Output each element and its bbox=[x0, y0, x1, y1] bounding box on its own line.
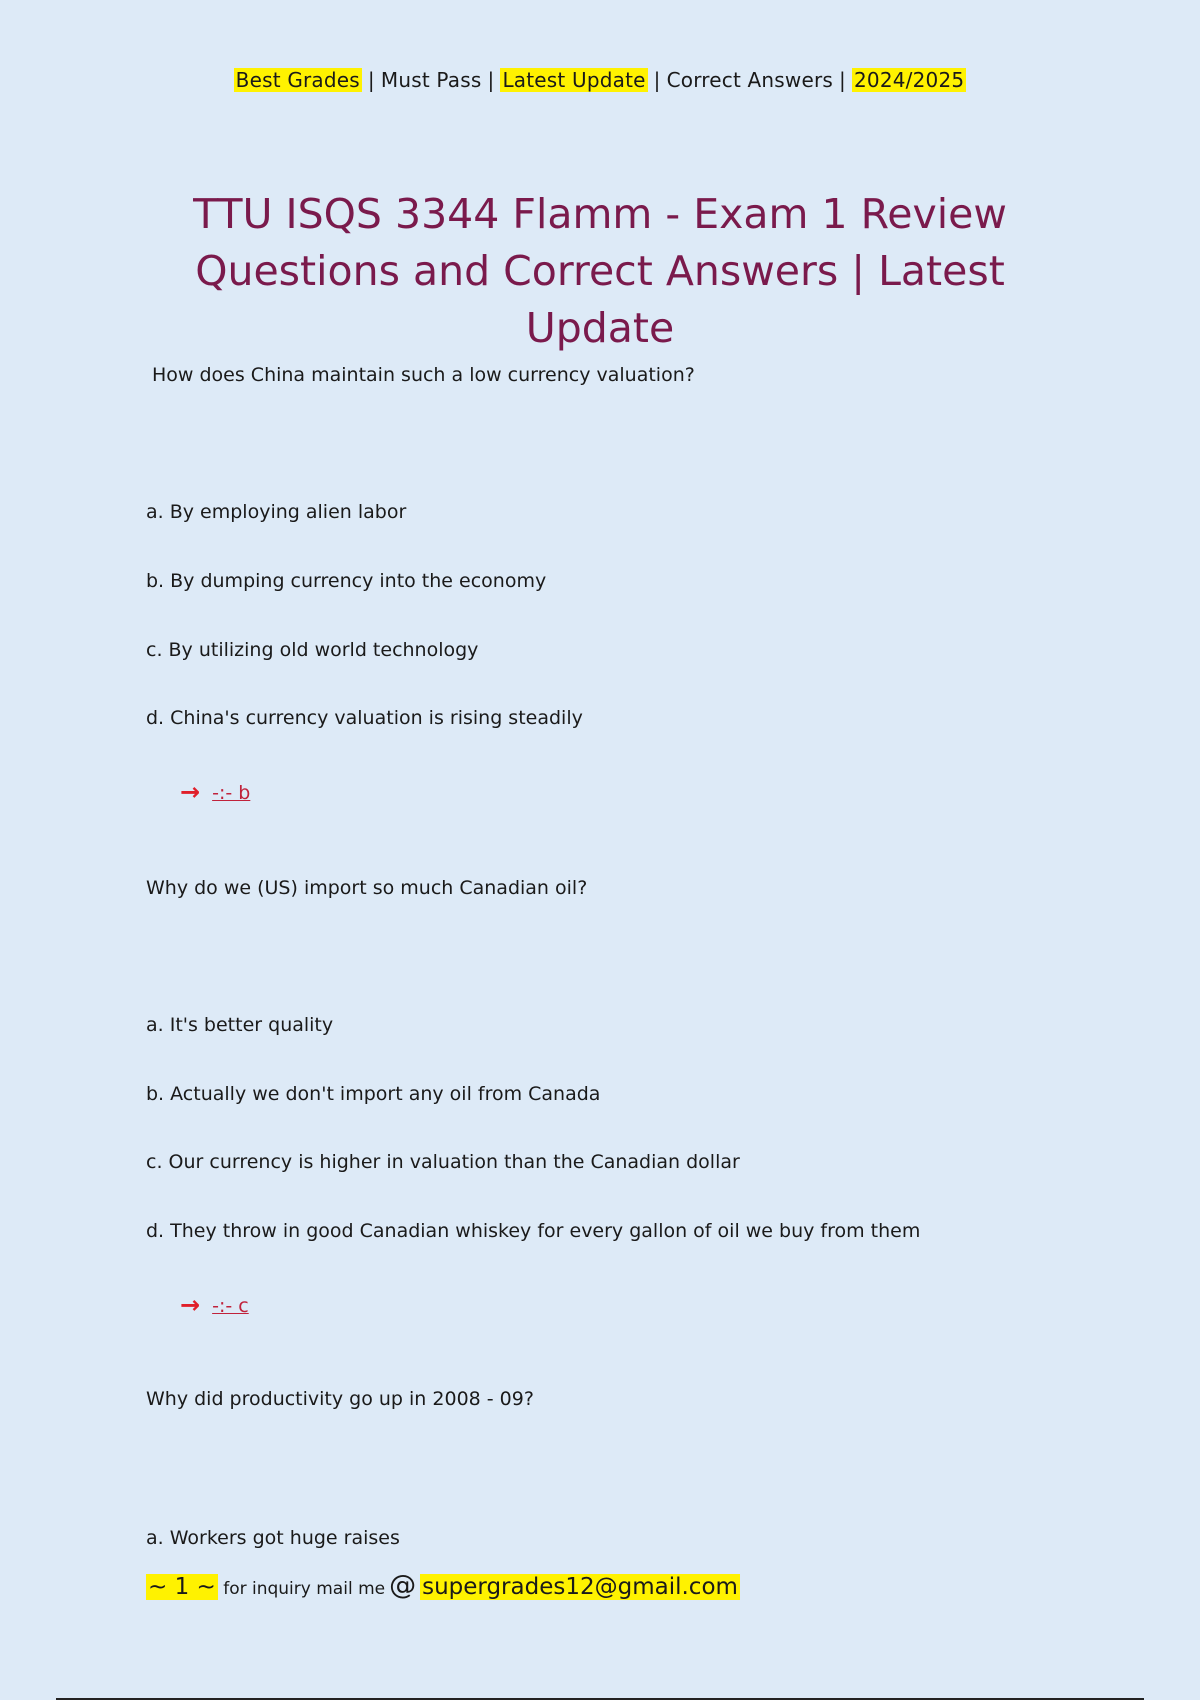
question-2-text: Why do we (US) import so much Canadian oil? bbox=[146, 877, 588, 899]
question-2-option-c: c. Our currency is higher in valuation than the Canadian dollar bbox=[146, 1151, 740, 1173]
header-tags bbox=[0, 68, 1200, 92]
tag-year: 2024/2025 bbox=[853, 68, 965, 92]
document-title: TTU ISQS 3344 Flamm - Exam 1 Review Questions and Correct Answers | Latest Update bbox=[193, 190, 1007, 352]
question-1-option-a: a. By employing alien labor bbox=[146, 501, 407, 523]
separator: | bbox=[487, 68, 495, 92]
at-sign: @ bbox=[389, 1570, 417, 1601]
separator: | bbox=[839, 68, 846, 92]
question-2-option-a: a. It's better quality bbox=[146, 1014, 334, 1036]
inquiry-text: for inquiry mail me bbox=[223, 1579, 386, 1599]
question-1-text: How does China maintain such a low currency valuation? bbox=[152, 364, 695, 386]
contact-email: supergrades12@gmail.com bbox=[422, 1574, 738, 1600]
separator: | bbox=[367, 68, 375, 92]
tag-correct-answers: Correct Answers bbox=[666, 68, 834, 92]
tag-latest-update: Latest Update bbox=[502, 68, 646, 92]
footer bbox=[146, 1570, 740, 1601]
question-1-option-b: b. By dumping currency into the economy bbox=[146, 570, 547, 592]
arrow-right-icon: → bbox=[180, 1291, 201, 1319]
arrow-right-icon: → bbox=[180, 778, 201, 806]
question-1-option-c: c. By utilizing old world technology bbox=[146, 639, 479, 661]
question-2-answer bbox=[180, 1291, 249, 1319]
question-3-option-a: a. Workers got huge raises bbox=[146, 1527, 400, 1549]
answer-text: -:- b bbox=[212, 782, 251, 804]
question-3-text: Why did productivity go up in 2008 - 09? bbox=[146, 1388, 534, 1410]
question-1-option-d: d. China's currency valuation is rising steadily bbox=[146, 707, 583, 729]
separator: | bbox=[653, 68, 661, 92]
page-number: ~ 1 ~ bbox=[148, 1574, 216, 1600]
tag-best-grades: Best Grades bbox=[235, 68, 360, 92]
question-1-answer bbox=[180, 778, 250, 806]
tag-must-pass: Must Pass bbox=[380, 68, 482, 92]
question-2-option-b: b. Actually we don't import any oil from Canada bbox=[146, 1083, 601, 1105]
answer-text: -:- c bbox=[212, 1295, 249, 1317]
question-2-option-d: d. They throw in good Canadian whiskey for every gallon of oil we buy from them bbox=[146, 1220, 921, 1242]
